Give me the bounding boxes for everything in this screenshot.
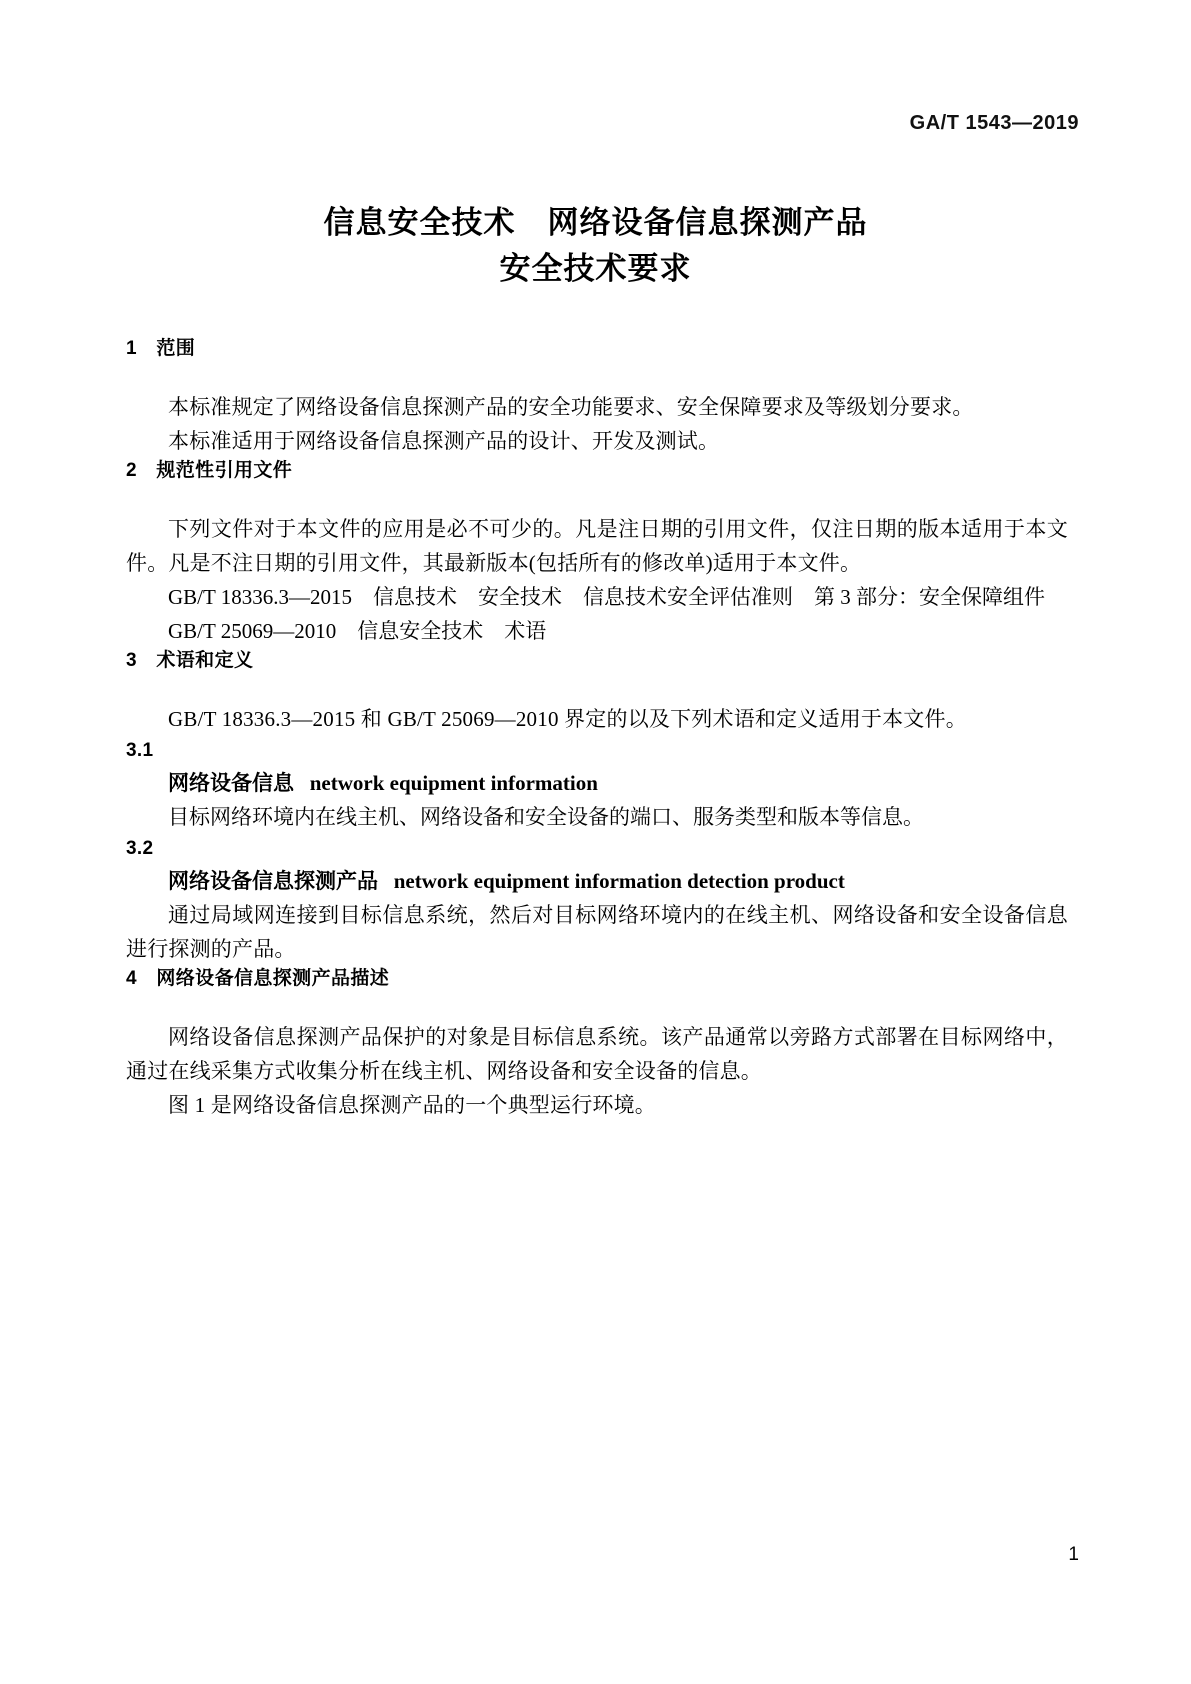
section-heading-1: 1 范围: [126, 338, 196, 359]
normative-reference-1: GB/T 18336.3—2015 信息技术 安全技术 信息技术安全评估准则 第 3 部分：安全保障组件: [168, 585, 1045, 609]
page-number: 1: [1068, 1544, 1079, 1565]
section-4-paragraph-1: 网络设备信息探测产品保护的对象是目标信息系统。该产品通常以旁路方式部署在目标网络中，通过在线采集方式收集分析在线主机、网络设备和安全设备的信息。: [126, 1025, 1068, 1083]
section-3-paragraph-1: GB/T 18336.3—2015 和 GB/T 25069—2010 界定的以及下列术语和定义适用于本文件。: [168, 707, 967, 731]
document-title-line-2: 安全技术要求: [499, 251, 692, 286]
clause-number-3-2: 3.2: [126, 838, 154, 859]
section-2-paragraph-1: 下列文件对于本文件的应用是必不可少的。凡是注日期的引用文件，仅注日期的版本适用于本文件。凡是不注日期的引用文件，其最新版本(包括所有的修改单)适用于本文件。: [126, 517, 1068, 575]
term-entry-3-1: [126, 766, 1068, 800]
term-entry-3-2: [126, 864, 1068, 898]
term-definition-3-1: 目标网络环境内在线主机、网络设备和安全设备的端口、服务类型和版本等信息。: [168, 805, 924, 829]
term-en-3-2: network equipment information detection product: [393, 869, 845, 893]
term-cn-3-1: 网络设备信息: [168, 771, 294, 795]
section-4-paragraph-2: 图 1 是网络设备信息探测产品的一个典型运行环境。: [168, 1093, 656, 1117]
document-title-line-1: 信息安全技术 网络设备信息探测产品: [323, 205, 868, 240]
section-heading-3: 3 术语和定义: [126, 650, 254, 671]
running-header-standard-number: GA/T 1543—2019: [909, 112, 1079, 134]
term-definition-3-2: 通过局域网连接到目标信息系统，然后对目标网络环境内的在线主机、网络设备和安全设备信息进行探测的产品。: [126, 903, 1068, 961]
normative-reference-2: GB/T 25069—2010 信息安全技术 术语: [168, 619, 547, 643]
clause-number-3-1: 3.1: [126, 740, 154, 761]
section-heading-4: 4 网络设备信息探测产品描述: [126, 968, 390, 989]
section-1-paragraph-2: 本标准适用于网络设备信息探测产品的设计、开发及测试。: [168, 429, 720, 453]
section-1-paragraph-1: 本标准规定了网络设备信息探测产品的安全功能要求、安全保障要求及等级划分要求。: [168, 395, 974, 419]
document-title: [112, 200, 1079, 292]
section-heading-2: 2 规范性引用文件: [126, 460, 293, 481]
term-en-3-1: network equipment information: [309, 771, 598, 795]
document-body: [126, 336, 1068, 1122]
term-cn-3-2: 网络设备信息探测产品: [168, 869, 378, 893]
